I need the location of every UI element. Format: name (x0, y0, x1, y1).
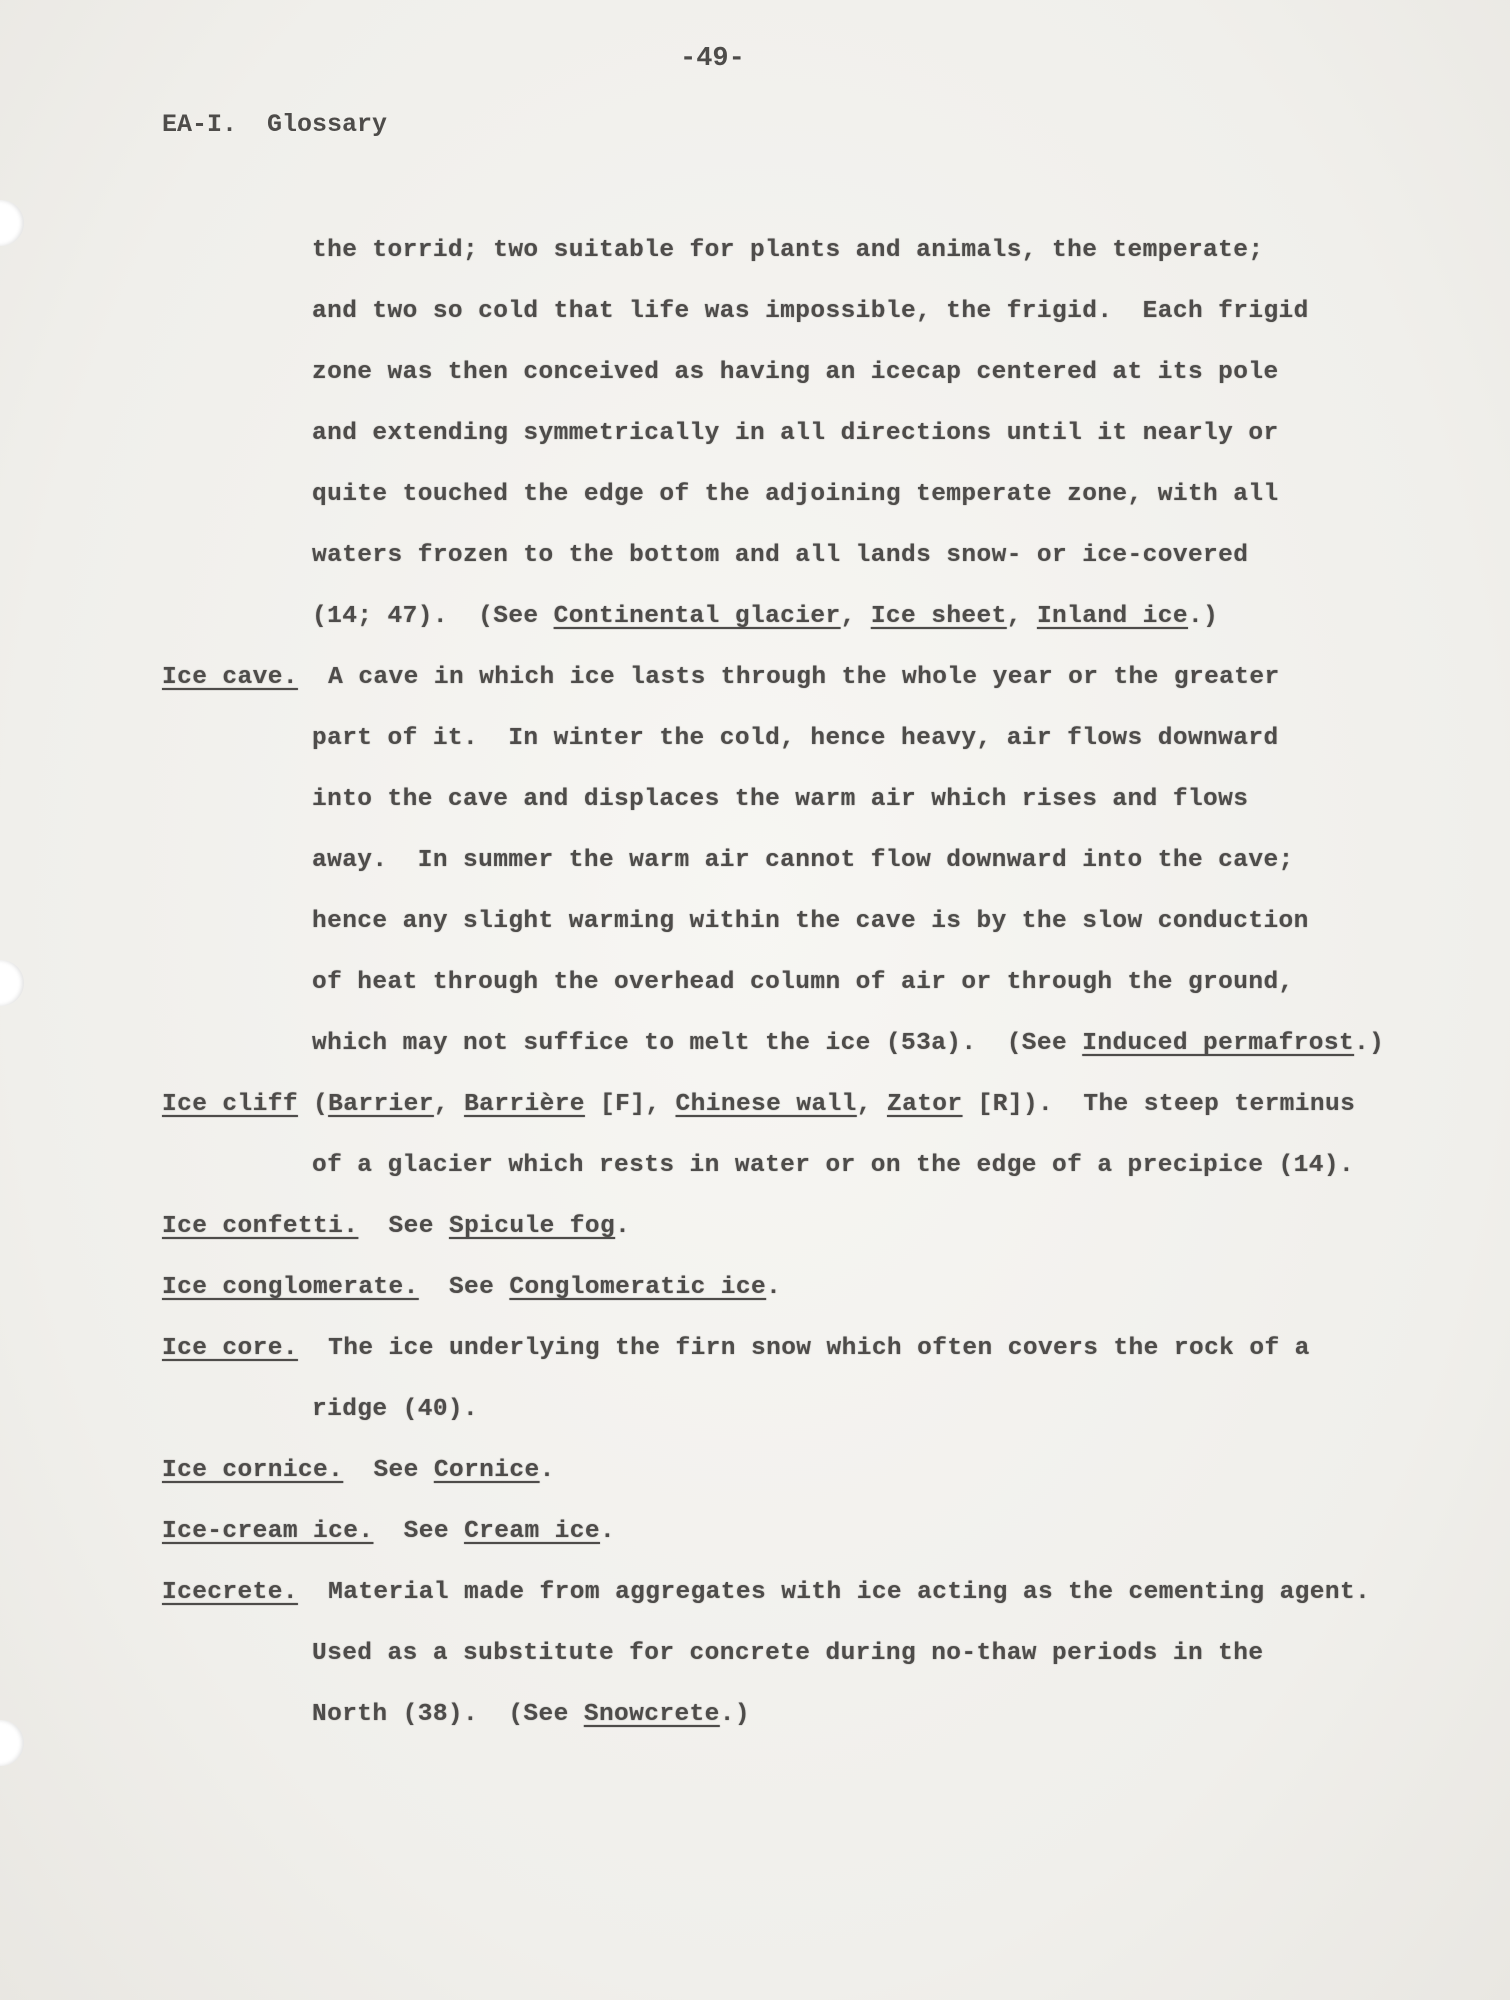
glossary-term: Ice cornice. (162, 1457, 344, 1484)
text-line: ridge (40). (312, 1396, 479, 1423)
synonym: Zator (887, 1091, 963, 1118)
glossary-term: Ice confetti. (162, 1213, 359, 1240)
glossary-entry-icecrete: Icecrete. Material made from aggregates with ice acting as the cementing agent. (162, 1579, 1371, 1606)
punch-hole (0, 1720, 24, 1766)
text-line: the torrid; two suitable for plants and animals, the temperate; (312, 237, 1264, 264)
section-header: EA-I. Glossary (162, 110, 388, 139)
page-number: -49- (680, 44, 745, 74)
cross-reference: Inland ice (1036, 603, 1188, 630)
text-line: into the cave and displaces the warm air which rises and flows (312, 786, 1249, 813)
text-line: and extending symmetrically in all directions until it nearly or (312, 420, 1279, 447)
cross-reference: Snowcrete (583, 1701, 720, 1728)
text-line: (14; 47). (See Continental glacier, Ice sheet, Inland ice.) (312, 603, 1219, 630)
text-line: part of it. In winter the cold, hence heavy, air flows downward (312, 725, 1279, 752)
glossary-entry-ice-cream-ice: Ice-cream ice. See Cream ice. (162, 1518, 616, 1545)
glossary-entry-ice-conglomerate: Ice conglomerate. See Conglomeratic ice. (162, 1274, 782, 1301)
glossary-entry-ice-core: Ice core. The ice underlying the firn snow which often covers the rock of a (162, 1335, 1310, 1362)
cross-reference: Spicule fog (448, 1213, 616, 1240)
text-line: of heat through the overhead column of air or through the ground, (312, 969, 1294, 996)
text-line: quite touched the edge of the adjoining temperate zone, with all (312, 481, 1279, 508)
punch-hole (0, 200, 24, 246)
glossary-term: Ice conglomerate. (162, 1274, 419, 1301)
text-line: away. In summer the warm air cannot flow downward into the cave; (312, 847, 1294, 874)
synonym: Barrière (464, 1091, 585, 1118)
synonym: Barrier (328, 1091, 434, 1118)
glossary-term: Ice cave. (162, 664, 298, 691)
glossary-entry-ice-cave: Ice cave. A cave in which ice lasts through the whole year or the greater (162, 664, 1280, 691)
glossary-entry-ice-cliff: Ice cliff (Barrier, Barrière [F], Chinese wall, Zator [R]). The steep terminus (162, 1091, 1356, 1118)
synonym: Chinese wall (675, 1091, 857, 1118)
text-line: North (38). (See Snowcrete.) (312, 1701, 750, 1728)
glossary-term: Icecrete. (162, 1579, 298, 1606)
text-line: and two so cold that life was impossible, the frigid. Each frigid (312, 298, 1309, 325)
text-line: of a glacier which rests in water or on the edge of a precipice (14). (312, 1152, 1355, 1179)
glossary-term: Ice-cream ice. (162, 1518, 374, 1545)
glossary-term: Ice cliff (162, 1091, 298, 1118)
cross-reference: Induced permafrost (1082, 1030, 1355, 1057)
punch-hole (0, 960, 24, 1006)
cross-reference: Continental glacier (553, 603, 841, 630)
cross-reference: Conglomeratic ice (509, 1274, 767, 1301)
glossary-term: Ice core. (162, 1335, 298, 1362)
glossary-entry-ice-cornice: Ice cornice. See Cornice. (162, 1457, 555, 1484)
text-line: zone was then conceived as having an icecap centered at its pole (312, 359, 1279, 386)
text-line: Used as a substitute for concrete during no-thaw periods in the (312, 1640, 1264, 1667)
cross-reference: Cream ice (464, 1518, 600, 1545)
cross-reference: Ice sheet (870, 603, 1007, 630)
cross-reference: Cornice (433, 1457, 540, 1484)
text-line: waters frozen to the bottom and all lands snow- or ice-covered (312, 542, 1249, 569)
text-line: hence any slight warming within the cave is by the slow conduction (312, 908, 1309, 935)
glossary-entry-ice-confetti: Ice confetti. See Spicule fog. (162, 1213, 631, 1240)
text-line: which may not suffice to melt the ice (53a). (See Induced permafrost.) (312, 1030, 1385, 1057)
